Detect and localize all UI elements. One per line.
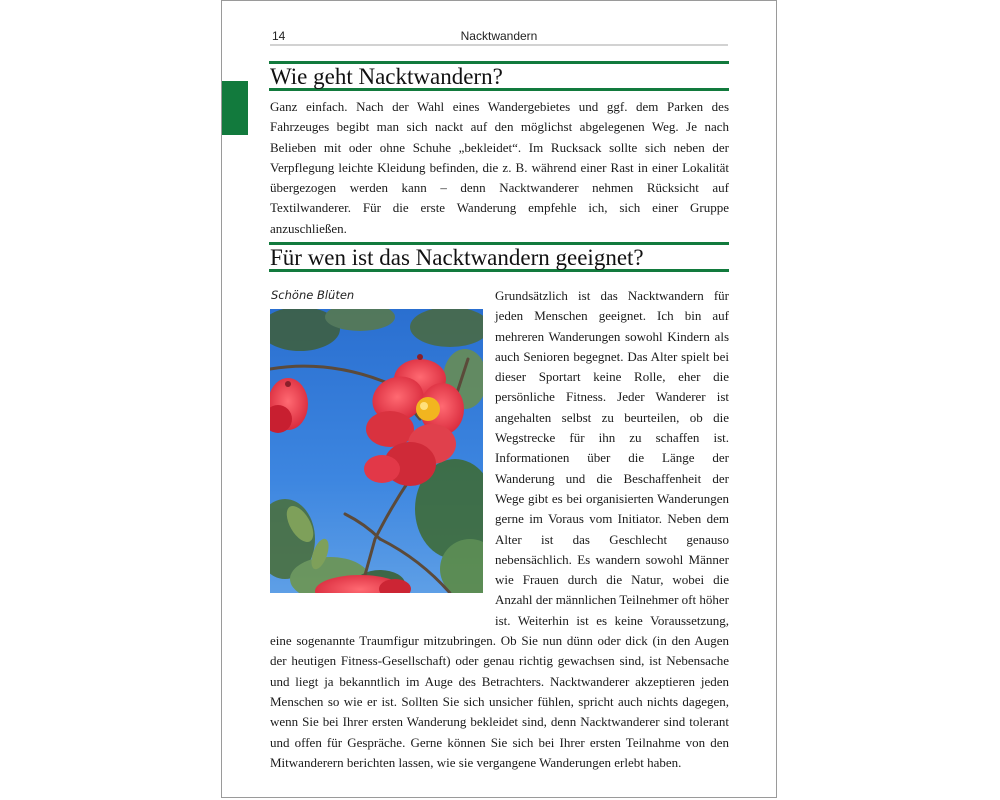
section-heading-who: Für wen ist das Nacktwandern geeignet?	[269, 242, 729, 272]
paragraph-who-wrapper	[270, 286, 729, 773]
running-header	[270, 28, 728, 46]
image-float-spacer	[270, 286, 495, 612]
green-thumb-tab	[222, 81, 248, 135]
paragraph-who: Grundsätzlich ist das Nacktwandern für jeden Menschen geeignet. Ich bin auf mehreren Wanderungen sowohl Kindern als auch Senioren begegnet. Das Alter spielt bei dieser Sportart keine Rolle, eher die persönliche Fitness. Jeder Wanderer ist angehalten selbst zu beurteilen, ob die Wegstrecke für ihn zu schaffen ist. Informationen über die Länge der Wanderung und die Beschaffenheit der Wege gibt es bei organisierten Wanderungen gerne im Voraus vom Initiator. Neben dem Alter ist das Geschlecht genauso nebensächlich. Es wandern sowohl Männer wie Frauen durch die Natur, wobei die Anzahl der männlichen Teilnehmer oft höher ist. Weiterhin ist es keine Voraussetzung, eine sogenannte Traumfigur mitzubringen. Ob Sie nun dünn oder dick (in den Augen der heutigen Fitness-Gesellschaft) oder genau richtig gewachsen sind, ist Nebensache und liegt ja bekanntlich im Auge des Betrachters. Nacktwanderer akzeptieren jeden Menschen so wie er ist. Sollten Sie sich unsicher fühlen, spricht auch nichts dagegen, wenn Sie bei Ihrer ersten Wanderung bekleidet sind, denn Nacktwanderer sind tolerant und offen für Gespräche. Gerne können Sie sich bei Ihrer ersten Teilnahme von den Mitwanderern berichten lassen, wie sie vergangene Wanderungen erlebt haben.	[270, 288, 729, 770]
page-number: 14	[272, 29, 286, 43]
section-heading-how: Wie geht Nacktwandern?	[269, 61, 729, 91]
running-title: Nacktwandern	[460, 29, 538, 43]
image-caption: Schöne Blüten	[271, 288, 355, 302]
paragraph-how: Ganz einfach. Nach der Wahl eines Wandergebietes und ggf. dem Parken des Fahrzeuges begibt man sich nackt auf den möglichst abgelegenen Weg. Je nach Belieben mit oder ohne Schuhe „bekleidet“. Im Rucksack sollte sich neben der Verpflegung leichte Kleidung befinden, die z. B. während einer Rast in einer Lokalität übergezogen werden kann – denn Nacktwanderer nehmen Rücksicht auf Textilwanderer. Für die erste Wanderung empfehle ich, sich einer Gruppe anzuschließen.	[270, 99, 729, 236]
book-page	[221, 0, 777, 798]
